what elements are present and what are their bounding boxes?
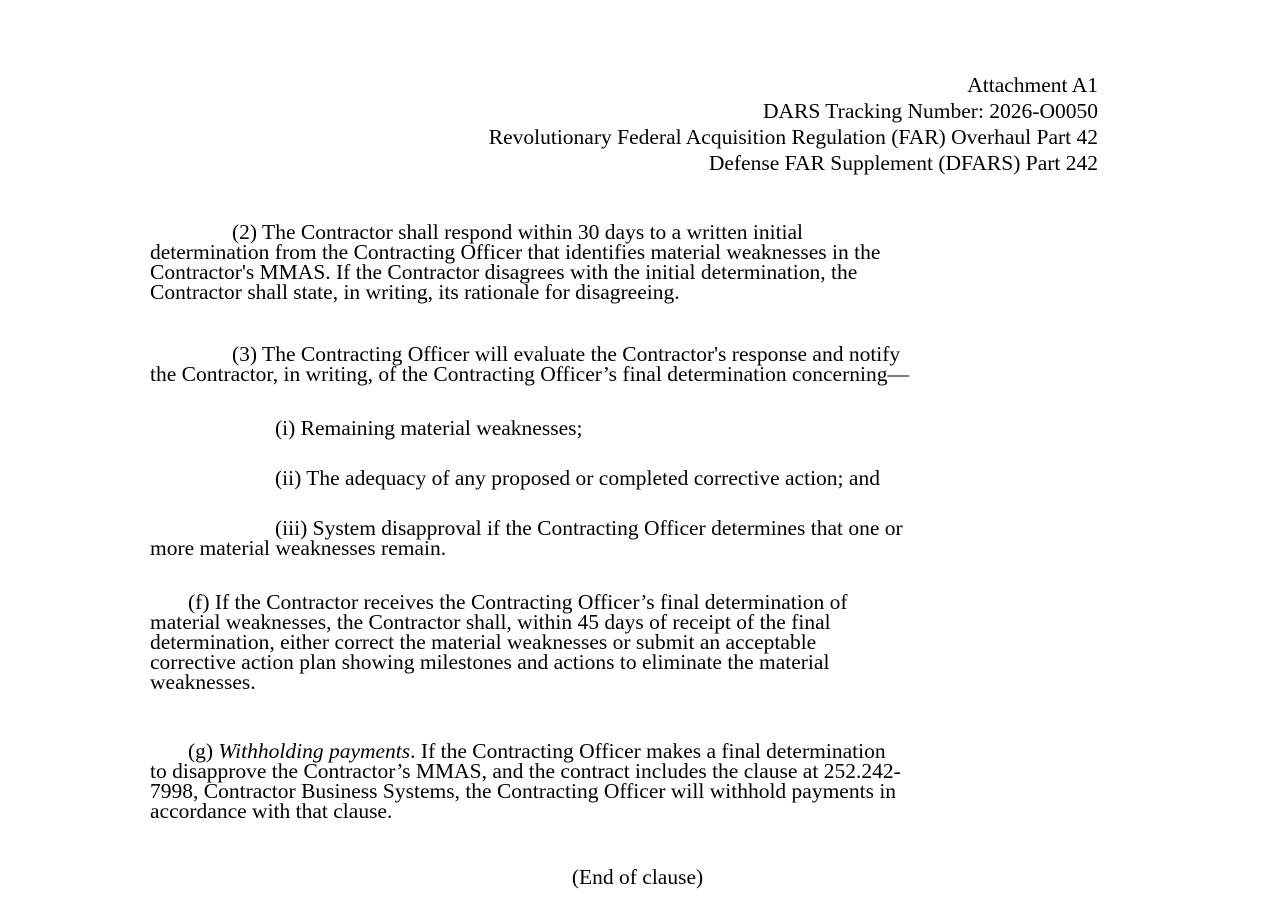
- paragraph-line: (2) The Contractor shall respond within 30 days to a written initial: [232, 220, 804, 244]
- item-i: [150, 418, 1110, 438]
- paragraph-g: [150, 741, 1110, 821]
- paragraph-line: 7998, Contractor Business Systems, the Contracting Officer will withhold payments in: [150, 779, 897, 803]
- paragraph-3: [150, 344, 1110, 384]
- list-item: (i) Remaining material weaknesses;: [275, 416, 583, 440]
- paragraph-line: weaknesses.: [150, 670, 256, 694]
- paragraph-label: (g): [188, 739, 219, 763]
- item-iii: [150, 518, 1110, 558]
- paragraph-line: Contractor's MMAS. If the Contractor disagrees with the initial determination, the: [150, 260, 858, 284]
- list-item-continuation: more material weaknesses remain.: [150, 536, 447, 560]
- list-item: (ii) The adequacy of any proposed or completed corrective action; and: [275, 466, 880, 490]
- item-ii: [150, 468, 1110, 488]
- dfars-part-title: Defense FAR Supplement (DFARS) Part 242: [708, 151, 1098, 175]
- paragraph-line: [150, 741, 1110, 761]
- paragraph-line: determination, either correct the material weaknesses or submit an acceptable: [150, 630, 817, 654]
- paragraph-line: Contractor shall state, in writing, its rationale for disagreeing.: [150, 280, 680, 304]
- paragraph-line: (f) If the Contractor receives the Contracting Officer’s final determination of: [188, 590, 848, 614]
- paragraph-line: the Contractor, in writing, of the Contracting Officer’s final determination concerning—: [150, 362, 909, 386]
- tracking-number: DARS Tracking Number: 2026-O0050: [762, 99, 1098, 123]
- paragraph-lead-text: . If the Contracting Officer makes a final determination: [410, 739, 886, 763]
- document-header: [150, 72, 1098, 176]
- paragraph-line: to disapprove the Contractor’s MMAS, and the contract includes the clause at 252.242-: [150, 759, 901, 783]
- far-part-title: Revolutionary Federal Acquisition Regulation (FAR) Overhaul Part 42: [488, 125, 1098, 149]
- paragraph-line: corrective action plan showing milestones and actions to eliminate the material: [150, 650, 830, 674]
- paragraph-line: determination from the Contracting Officer that identifies material weaknesses in the: [150, 240, 881, 264]
- end-of-clause: (End of clause): [571, 865, 704, 889]
- paragraph-line: (3) The Contracting Officer will evaluate the Contractor's response and notify: [232, 342, 901, 366]
- list-item: (iii) System disapproval if the Contracting Officer determines that one or: [275, 516, 903, 540]
- paragraph-2: [150, 222, 1110, 302]
- paragraph-line: material weaknesses, the Contractor shall, within 45 days of receipt of the final: [150, 610, 831, 634]
- paragraph-line: accordance with that clause.: [150, 799, 393, 823]
- paragraph-f: [150, 592, 1110, 692]
- paragraph-heading: Withholding payments: [218, 739, 411, 763]
- attachment-label: Attachment A1: [967, 73, 1098, 97]
